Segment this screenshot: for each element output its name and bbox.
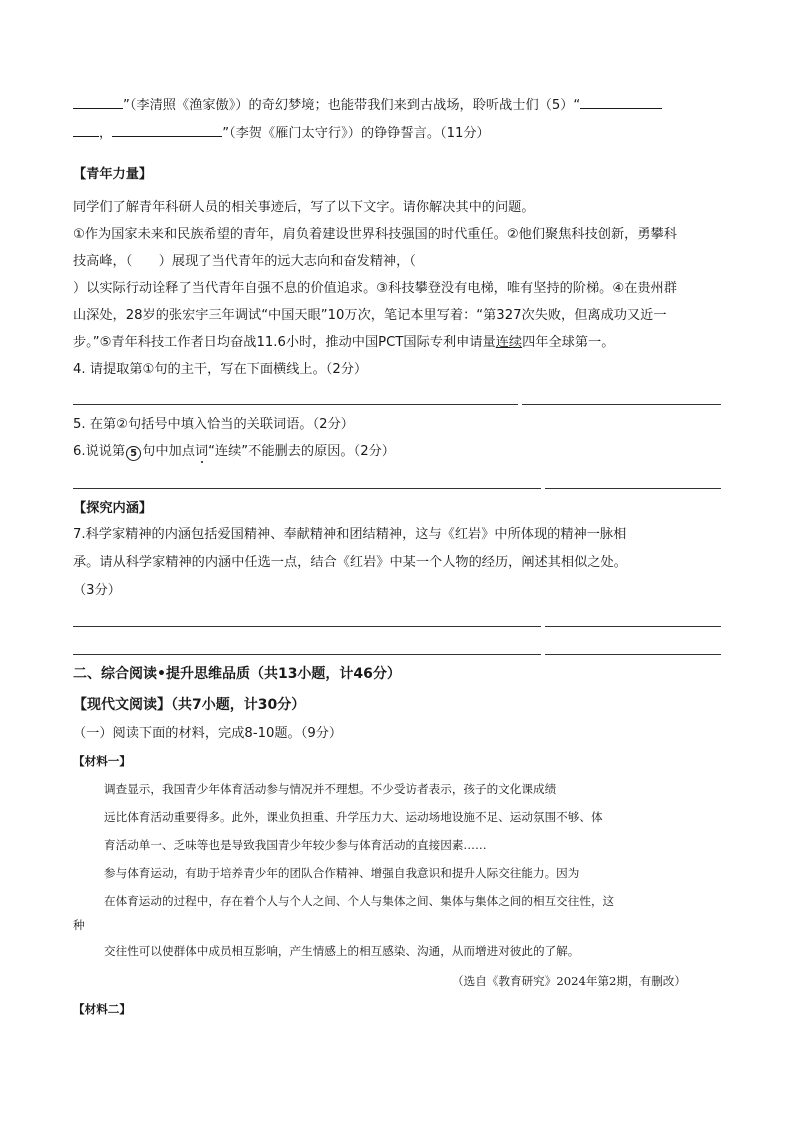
reading-intro: （一）阅读下面的材料，完成8-10题。（9分） [73, 726, 343, 741]
question-7-score: （3分） [73, 583, 121, 598]
question-7-line-1: 7.科学家精神的内涵包括爱国精神、奉献精神和团结精神，这与《红岩》中所体现的精神一脉相 [73, 527, 627, 542]
material-1-line-2: 远比体育活动重要得多。此外，课业负担重、升学压力大、运动场地设施不足、运动氛围不够、体 [104, 810, 603, 824]
poem-text-2: ”（李贺《雁门太守行》）的铮铮誓言。（11分） [222, 126, 490, 141]
poem-line-1 [73, 95, 662, 115]
q6-text-a: 6.说说第 [73, 444, 126, 459]
underlined-lianxu: 连续 [495, 335, 523, 350]
blank-5a[interactable] [580, 95, 662, 109]
comma: ， [99, 126, 113, 141]
material-1-line-1: 调查显示，我国青少年体育活动参与情况并不理想。不少受访者表示，孩子的文化课成绩 [104, 782, 557, 796]
answer-line-4b[interactable] [522, 404, 721, 405]
explore-header: 【探究内涵】 [73, 501, 153, 516]
answer-line-7b[interactable] [545, 626, 721, 627]
blank-5b[interactable] [73, 123, 99, 137]
blank-5c[interactable] [112, 123, 222, 137]
question-5: 5. 在第②句括号中填入恰当的关联词语。（2分） [73, 417, 354, 432]
youth-header: 【青年力量】 [73, 167, 153, 182]
section-2-title: 二、综合阅读•提升思维品质（共13小题，计46分） [73, 666, 401, 682]
material-1-line-5: 在体育运动的过程中，存在着个人与个人之间、个人与集体之间、集体与集体之间的相互交往性，这 [104, 894, 615, 908]
modern-reading-header: 【现代文阅读】（共7小题，计30分） [73, 697, 306, 713]
material-1-line-4: 参与体育运动，有助于培养青少年的团队合作精神、增强自我意识和提升人际交往能力。因为 [104, 866, 580, 880]
dotted-ci: 词 [194, 444, 209, 459]
question-4: 4. 请提取第①句的主干，写在下面横线上。（2分） [73, 362, 368, 377]
material-1-line-7: 交往性可以使群体中成员相互影响，产生情感上的相互感染、沟通，从而增进对彼此的了解。 [104, 944, 580, 958]
youth-para-5 [73, 334, 614, 352]
youth-para-1: ①作为国家未来和民族希望的青年，肩负着建设世界科技强国的时代重任。②他们聚焦科技创新，勇攀科 [73, 227, 677, 242]
answer-line-7c[interactable] [73, 654, 541, 655]
answer-line-6a[interactable] [73, 488, 541, 489]
youth-para-5b: 四年全球第一。 [522, 335, 615, 350]
youth-intro: 同学们了解青年科研人员的相关事迹后，写了以下文字。请你解决其中的问题。 [73, 200, 535, 215]
q6-text-b: 句中加点 [142, 444, 195, 459]
answer-line-7d[interactable] [545, 654, 721, 655]
material-1-source: （选自《教育研究》2024年第2期，有删改） [452, 974, 686, 988]
youth-para-5a: 步。”⑤青年科技工作者日均奋战11.6小时，推动中国PCT国际专利申请量 [73, 335, 496, 350]
q6-text-c: “连续”不能删去的原因。（2分） [208, 444, 395, 459]
material-1-line-6: 种 [73, 918, 85, 932]
material-1-line-3: 育活动单一、乏味等也是导致我国青少年较少参与体育活动的直接因素…… [104, 838, 487, 852]
youth-para-3: ）以实际行动诠释了当代青年自强不息的价值追求。③科技攀登没有电梯，唯有坚持的阶梯。④在贵州群 [73, 281, 677, 296]
answer-line-4a[interactable] [73, 404, 518, 405]
poem-text-1: ”（李清照《渔家傲》）的奇幻梦境；也能带我们来到古战场，聆听战士们（5）“ [123, 98, 581, 113]
answer-line-7a[interactable] [73, 626, 541, 627]
youth-para-4: 山深处，28岁的张宏宇三年调试“中国天眼”10万次，笔记本里写着：“第327次失败，但离成功又近一 [73, 308, 667, 323]
answer-line-6b[interactable] [545, 488, 721, 489]
poem-line-2 [73, 123, 490, 143]
question-6 [73, 443, 395, 461]
material-1-label: 【材料一】 [73, 754, 131, 768]
material-2-label: 【材料二】 [73, 1002, 131, 1016]
circled-five-icon: 5 [126, 446, 141, 461]
youth-para-2: 技高峰，（ ）展现了当代青年的远大志向和奋发精神，（ [73, 254, 416, 269]
question-7-line-2: 承。请从科学家精神的内涵中任选一点，结合《红岩》中某一个人物的经历，阐述其相似之处。 [73, 555, 627, 570]
blank-4[interactable] [73, 95, 123, 109]
